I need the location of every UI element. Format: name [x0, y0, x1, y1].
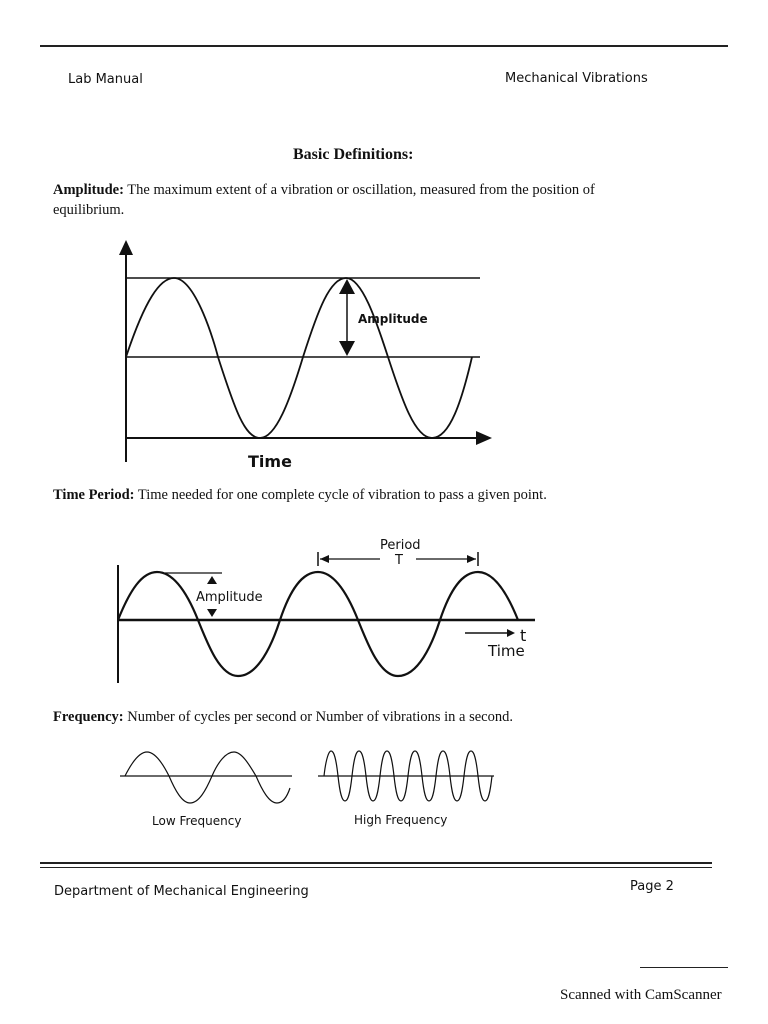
t-arrowhead — [507, 629, 515, 637]
amplitude-term: Amplitude: — [53, 182, 124, 198]
figure2-period-label: Period — [380, 538, 421, 553]
figure2-time-label: Time — [488, 642, 525, 660]
period-arrowhead-left — [320, 555, 329, 563]
time-period-term: Time Period: — [53, 487, 135, 503]
time-period-definition — [53, 485, 673, 505]
frequency-term: Frequency: — [53, 709, 124, 725]
amplitude-text: The maximum extent of a vibration or oscillation, measured from the position of equilibrium. — [53, 182, 595, 218]
scanner-watermark: Scanned with CamScanner — [560, 987, 722, 1003]
figure1-amplitude-label: Amplitude — [358, 312, 428, 326]
scanner-rule — [640, 967, 728, 968]
y-axis-arrow — [119, 240, 133, 255]
footer-rule-top — [40, 862, 712, 864]
amplitude-arrow-up — [207, 576, 217, 584]
period-figure — [0, 530, 768, 690]
footer-rule-bottom — [40, 867, 712, 868]
figure2-period-symbol: T — [395, 553, 403, 568]
x-axis-arrow — [476, 431, 492, 445]
amplitude-definition — [53, 180, 658, 220]
frequency-figure — [0, 740, 768, 835]
footer-left: Department of Mechanical Engineering — [54, 884, 309, 899]
footer-page-number: Page 2 — [630, 879, 674, 894]
section-title: Basic Definitions: — [293, 146, 414, 163]
low-frequency-wave — [125, 752, 290, 803]
period-arrowhead-right — [467, 555, 476, 563]
frequency-text: Number of cycles per second or Number of vibrations in a second. — [127, 709, 513, 725]
figure2-t-symbol: t — [520, 626, 527, 645]
figure2-amplitude-label: Amplitude — [196, 590, 263, 605]
sine-wave — [118, 572, 518, 676]
header-right: Mechanical Vibrations — [505, 71, 648, 86]
amplitude-arrow-down — [339, 341, 355, 356]
sine-wave — [126, 278, 472, 438]
amplitude-figure — [0, 230, 768, 480]
low-frequency-label: Low Frequency — [152, 814, 242, 828]
header-rule — [40, 45, 728, 47]
time-period-text: Time needed for one complete cycle of vibration to pass a given point. — [137, 487, 547, 503]
figure1-time-label: Time — [248, 452, 292, 471]
header-left: Lab Manual — [68, 72, 143, 87]
frequency-definition — [53, 707, 673, 727]
high-frequency-label: High Frequency — [354, 813, 448, 827]
amplitude-arrow-down — [207, 609, 217, 617]
